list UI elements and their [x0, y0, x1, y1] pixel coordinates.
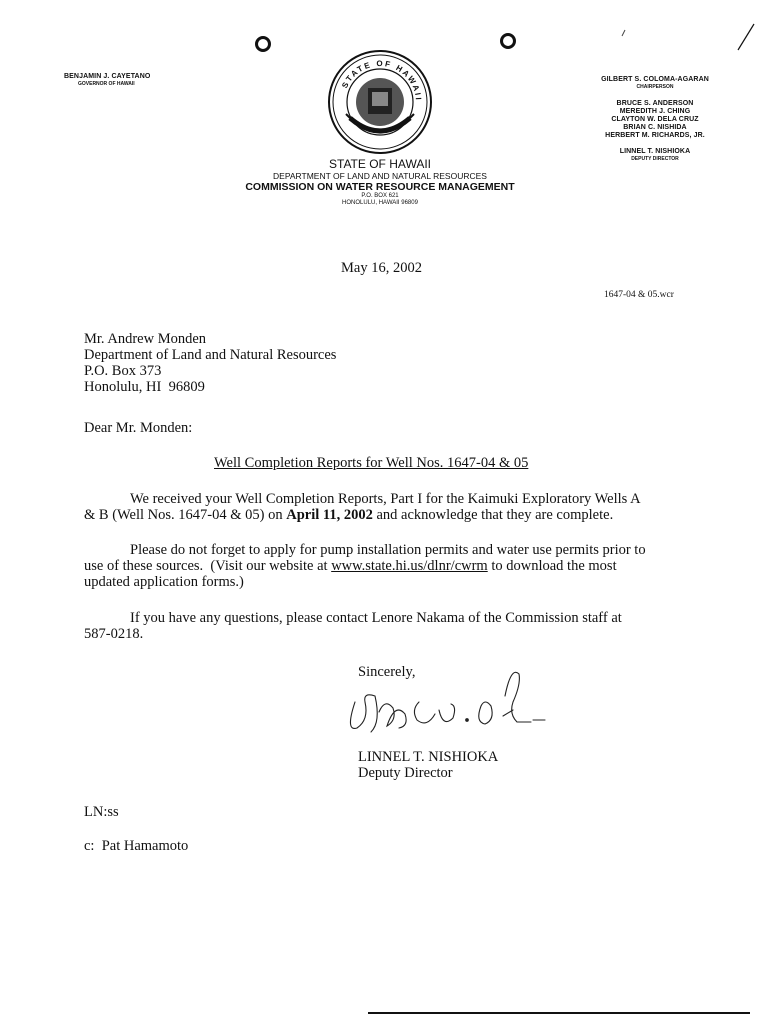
commission-name: COMMISSION ON WATER RESOURCE MANAGEMENT: [245, 181, 515, 193]
deputy-director-name: LINNEL T. NISHIOKA: [619, 148, 691, 155]
letter-date: May 16, 2002: [341, 260, 422, 276]
subject-line: Well Completion Reports for Well Nos. 1647-04 & 05: [214, 455, 529, 471]
paragraph: [84, 610, 704, 642]
board-member: HERBERT M. RICHARDS, JR.: [605, 132, 705, 139]
recipient-address-line: Honolulu, HI 96809: [84, 379, 205, 395]
recipient-org: Department of Land and Natural Resources: [84, 347, 337, 363]
governor-title: GOVERNOR OF HAWAII: [78, 81, 135, 87]
board-member: CLAYTON W. DELA CRUZ: [611, 116, 699, 123]
chairperson-name: GILBERT S. COLOMA-AGARAN: [601, 76, 709, 83]
received-date: April 11, 2002: [286, 507, 373, 523]
paragraph-line: [84, 558, 724, 574]
paragraph: [84, 542, 724, 590]
state-name: STATE OF HAWAII: [329, 157, 431, 171]
paragraph-line: Please do not forget to apply for pump installation permits and water use permits prior to: [130, 542, 646, 558]
signer-name: LINNEL T. NISHIOKA: [358, 749, 499, 765]
signer-title: Deputy Director: [358, 765, 453, 781]
stray-mark: [620, 22, 760, 52]
governor-block: [64, 73, 194, 87]
signature-block: [358, 749, 498, 781]
text-span: to download the most: [487, 558, 617, 574]
typist-initials: LN:ss: [84, 804, 119, 820]
text-span: & B (Well Nos. 1647-04 & 05) on: [84, 507, 287, 523]
paragraph-line: updated application forms.): [84, 574, 244, 590]
recipient-address-line: P.O. Box 373: [84, 363, 162, 379]
website-link[interactable]: www.state.hi.us/dlnr/cwrm: [331, 558, 488, 574]
punch-hole-left: [255, 36, 271, 52]
punch-hole-right: [500, 33, 516, 49]
bottom-rule: [368, 1012, 750, 1014]
board-member: BRUCE S. ANDERSON: [616, 100, 694, 107]
paragraph-line: If you have any questions, please contact Lenore Nakama of the Commission staff at: [130, 610, 622, 626]
state-seal-icon: [326, 48, 434, 156]
carbon-copy: c: Pat Hamamoto: [84, 838, 189, 854]
paragraph: [84, 491, 704, 523]
recipient-address: [84, 331, 336, 395]
deputy-director-title: DEPUTY DIRECTOR: [631, 156, 679, 162]
board-member: MEREDITH J. CHING: [619, 108, 691, 115]
seal-text: STATE OF HAWAII: [340, 58, 424, 102]
signature: [335, 662, 555, 742]
po-box: P.O. BOX 621: [361, 193, 399, 199]
closing: Sincerely,: [358, 664, 416, 680]
department-name: DEPARTMENT OF LAND AND NATURAL RESOURCES: [273, 171, 487, 181]
board-member: BRIAN C. NISHIDA: [623, 124, 687, 131]
paragraph-line: 587-0218.: [84, 626, 144, 642]
recipient-name: Mr. Andrew Monden: [84, 331, 207, 347]
salutation: Dear Mr. Monden:: [84, 420, 193, 436]
chairperson-title: CHAIRPERSON: [636, 84, 674, 90]
governor-name: BENJAMIN J. CAYETANO: [64, 73, 151, 80]
text-span: and acknowledge that they are complete.: [372, 507, 614, 523]
city-zip: HONOLULU, HAWAII 96809: [342, 200, 418, 206]
text-span: use of these sources. (Visit our website at: [84, 558, 332, 574]
agency-heading: [180, 158, 580, 207]
paragraph-line: We received your Well Completion Reports, Part I for the Kaimuki Exploratory Wells A: [130, 491, 641, 507]
paragraph-line: [84, 507, 704, 523]
file-reference: 1647-04 & 05.wcr: [604, 290, 674, 300]
board-block: [580, 76, 730, 162]
